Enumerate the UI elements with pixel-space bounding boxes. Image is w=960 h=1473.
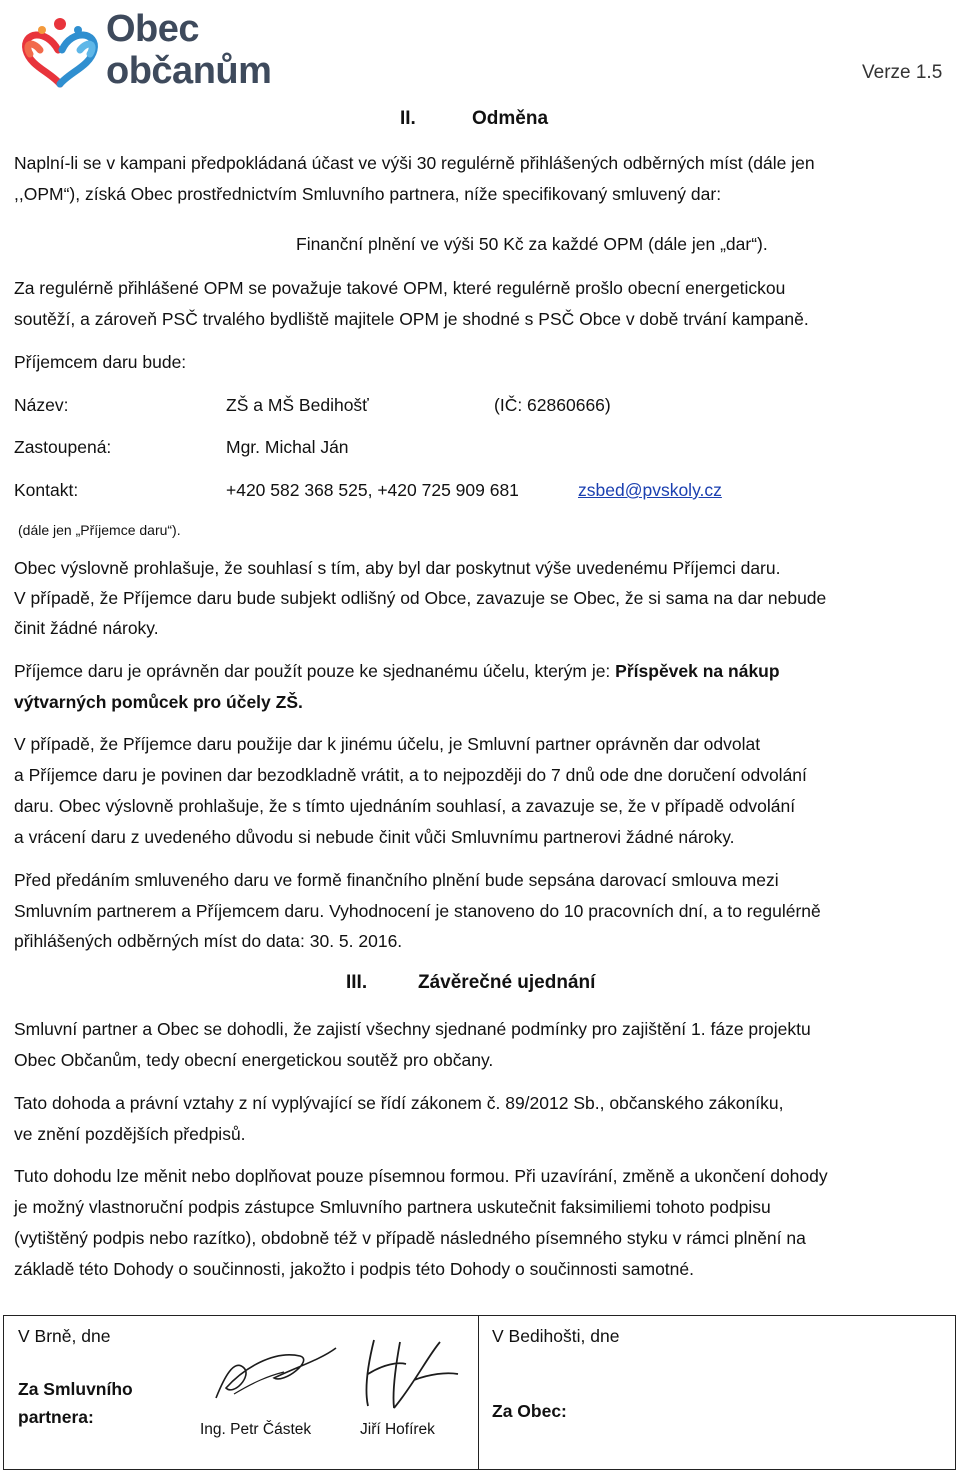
final-p3-line2: je možný vlastnoruční podpis zástupce Smluvního partnera uskutečnit faksimiliemi tohoto podpisu: [14, 1197, 771, 1217]
consent-line1: Obec výslovně prohlašuje, že souhlasí s tím, aby byl dar poskytnut výše uvedenému Příjemci daru.: [14, 558, 781, 578]
purpose-bold1: Příspěvek na nákup: [615, 661, 780, 681]
handover-line2: Smluvním partnerem a Příjemcem daru. Vyhodnocení je stanoveno do 10 pracovních dní, a to regulérně: [14, 901, 821, 921]
version-label: Verze 1.5: [862, 62, 943, 83]
gift-line: Finanční plnění ve výši 50 Kč za každé OPM (dále jen „dar“).: [296, 234, 768, 254]
final-p3-line3: (vytištěný podpis nebo razítko), obdobně též v případě následného písemného styku v rámci plnění na: [14, 1228, 806, 1248]
right-party: Za Obec:: [492, 1401, 567, 1421]
final-p1-line2: Obec Občanům, tedy obecní energetickou soutěž pro občany.: [14, 1050, 494, 1070]
signature-2: [354, 1334, 464, 1414]
recipient-note: (dále jen „Příjemce daru“).: [18, 522, 181, 538]
logo-line2: občanům: [106, 50, 272, 92]
final-p2-line2: ve znění pozdějších předpisů.: [14, 1124, 246, 1144]
rep-label: Zastoupená:: [14, 437, 112, 457]
signer2-name: Jiří Hofírek: [360, 1421, 435, 1438]
rep-value: Mgr. Michal Ján: [226, 437, 349, 457]
right-place-date: V Bedihošti, dne: [492, 1326, 620, 1346]
signature-divider: [478, 1316, 479, 1469]
misuse-line3: daru. Obec výslovně prohlašuje, že s tímto ujednáním souhlasí, a zavazuje se, že v případě odvolání: [14, 796, 796, 816]
section3-number: III.: [346, 972, 368, 993]
section2-title: Odměna: [472, 108, 549, 129]
left-party-line1: Za Smluvního: [18, 1379, 133, 1399]
purpose-line1: [14, 656, 780, 687]
signature-table: [3, 1315, 956, 1470]
signature-1: [204, 1338, 344, 1408]
section3-title: Závěrečné ujednání: [418, 972, 596, 993]
obec-obcanum-logo: [18, 4, 318, 96]
handover-line3: přihlášených odběrných míst do data: 30. 5. 2016.: [14, 931, 403, 951]
signer1-name: Ing. Petr Částek: [200, 1421, 312, 1438]
section2-number: II.: [400, 108, 416, 129]
consent-line2: V případě, že Příjemce daru bude subjekt odlišný od Obce, zavazuje se Obec, že si sama na dar nebude: [14, 588, 827, 608]
final-p1-line1: Smluvní partner a Obec se dohodli, že zajistí všechny sjednané podmínky pro zajištění 1. fáze projektu: [14, 1019, 811, 1039]
left-party-line2: partnera:: [18, 1407, 94, 1427]
logo-hearts-icon: [18, 10, 104, 94]
intro-line1: Naplní-li se v kampani předpokládaná účast ve výši 30 regulérně přihlášených odběrných míst (dále jen: [14, 153, 815, 173]
final-p3-line1: Tuto dohodu lze měnit nebo doplňovat pouze písemnou formou. Při uzavírání, změně a ukončení dohody: [14, 1166, 828, 1186]
logo-line1: Obec: [106, 8, 200, 50]
intro-line2: ,,OPM“), získá Obec prostřednictvím Smluvního partnera, níže specifikovaný smluvený dar:: [14, 184, 722, 204]
contact-phones: +420 582 368 525, +420 725 909 681: [226, 480, 519, 500]
consent-line3: činit žádné nároky.: [14, 618, 159, 638]
misuse-line4: a vrácení daru z uvedeného důvodu si nebude činit vůči Smluvnímu partnerovi žádné nároky.: [14, 827, 735, 847]
misuse-line1: V případě, že Příjemce daru použije dar k jinému účelu, je Smluvní partner oprávněn dar odvolat: [14, 734, 761, 754]
name-label: Název:: [14, 395, 69, 415]
contact-label: Kontakt:: [14, 480, 79, 500]
ic-value: (IČ: 62860666): [494, 395, 611, 415]
misuse-line2: a Příjemce daru je povinen dar bezodkladně vrátit, a to nejpozději do 7 dnů ode dne doručení odvolání: [14, 765, 807, 785]
regular-line2: soutěží, a zároveň PSČ trvalého bydliště majitele OPM je shodné s PSČ Obce v době trvání kampaně.: [14, 309, 809, 329]
purpose-bold2: výtvarných pomůcek pro účely ZŠ.: [14, 692, 303, 712]
final-p3-line4: základě této Dohody o součinnosti, jakožto i podpis této Dohody o součinnosti samotné.: [14, 1259, 694, 1279]
handover-line1: Před předáním smluveného daru ve formě finančního plnění bude sepsána darovací smlouva mezi: [14, 870, 779, 890]
recipient-heading: Příjemcem daru bude:: [14, 352, 187, 372]
left-place-date: V Brně, dne: [18, 1326, 111, 1346]
name-value: ZŠ a MŠ Bedihošť: [226, 395, 369, 415]
contact-email-link[interactable]: zsbed@pvskoly.cz: [578, 480, 722, 500]
regular-line1: Za regulérně přihlášené OPM se považuje takové OPM, které regulérně prošlo obecní energetickou: [14, 278, 786, 298]
purpose-text: Příjemce daru je oprávněn dar použít pouze ke sjednanému účelu, kterým je:: [14, 661, 616, 681]
final-p2-line1: Tato dohoda a právní vztahy z ní vyplývající se řídí zákonem č. 89/2012 Sb., občanského zákoníku,: [14, 1093, 784, 1113]
